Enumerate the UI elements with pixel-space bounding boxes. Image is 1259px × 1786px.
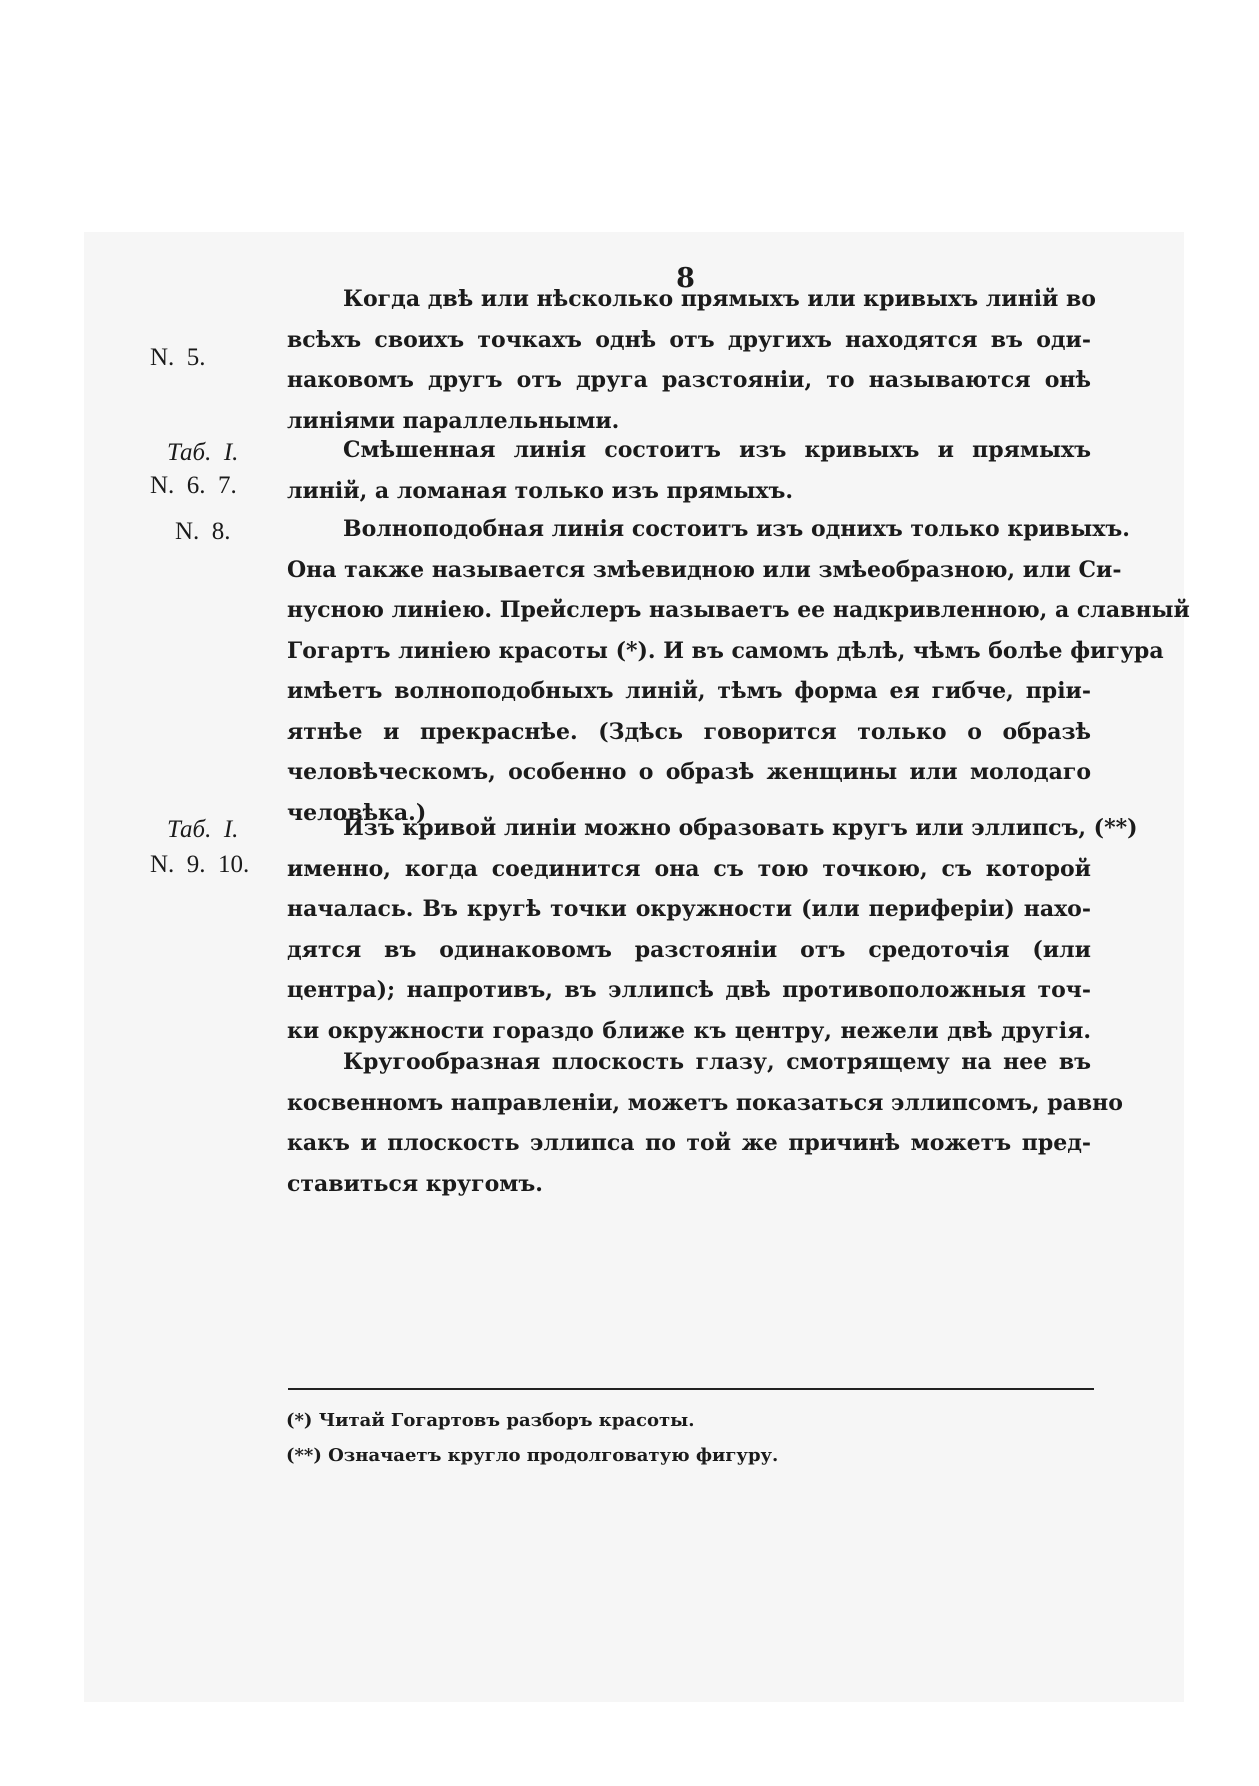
text-line: центра); напротивъ, въ эллипсѣ двѣ противоположныя точ- (287, 977, 1091, 1003)
margin-note-n6-7: N. 6. 7. (150, 472, 237, 499)
text-line: Когда двѣ или нѣсколько прямыхъ или кривыхъ линій во (343, 286, 1096, 312)
margin-note-tab1-b: Таб. I. (167, 816, 239, 843)
text-line: линіями параллельными. (287, 407, 620, 434)
text-line: какъ и плоскость эллипса по той же причинѣ можетъ пред- (287, 1130, 1091, 1156)
text-line: Гогартъ линіею красоты (*). И въ самомъ дѣлѣ, чѣмъ болѣе фигура (287, 637, 1164, 664)
margin-note-n5: N. 5. (150, 344, 206, 371)
footnote-2: (**) Означаетъ кругло продолговатую фигуру. (286, 1445, 779, 1466)
text-line: началась. Въ кругѣ точки окружности (или периферіи) нахо- (287, 896, 1091, 922)
margin-note-n8: N. 8. (175, 518, 231, 545)
text-line: ятнѣе и прекраснѣе. (Здѣсь говорится только о образѣ (287, 718, 1091, 745)
margin-note-tab1-a: Таб. I. (167, 439, 239, 466)
text-line: Волноподобная линія состоитъ изъ одниxъ только кривыхъ. (343, 516, 1130, 542)
footnote-1: (*) Читай Гогартовъ разборъ красоты. (286, 1410, 695, 1431)
margin-note-n9-10: N. 9. 10. (150, 851, 250, 878)
text-line: Смѣшенная линія состоитъ изъ кривыхъ и прямыхъ (343, 437, 1091, 463)
text-line: косвенномъ направленіи, можетъ показаться эллипсомъ, равно (287, 1089, 1123, 1116)
text-line: Изъ кривой линіи можно образовать кругъ или эллипсъ, (**) (343, 815, 1138, 841)
paragraph-parallel-lines (287, 279, 1096, 441)
text-line: человѣческомъ, особенно о образѣ женщины или молодаго (287, 759, 1091, 785)
paragraph-mixed-line (287, 430, 1091, 511)
page-number: 8 (676, 263, 695, 294)
text-line: Она также называется змѣевидною или змѣеобразною, или Си- (287, 556, 1122, 583)
text-line: ки окружности гораздо ближе къ центру, нежели двѣ другія. (287, 1017, 1091, 1044)
footnote-divider (288, 1388, 1094, 1390)
paragraph-circle-ellipse (287, 808, 1138, 1051)
paragraph-circular-plane (287, 1042, 1123, 1204)
text-line: дятся въ одинаковомъ разстояніи отъ средоточія (или (287, 936, 1091, 963)
text-line: линій, а ломаная только изъ прямыхъ. (287, 477, 794, 504)
text-line: Кругообразная плоскость глазу, смотрящему на нее въ (343, 1049, 1091, 1075)
text-line: человѣка.) (287, 799, 427, 826)
paragraph-wavy-line (287, 509, 1190, 833)
text-line: нусною линіею. Прейслеръ называетъ ее надкривленною, а славный (287, 597, 1190, 623)
text-line: всѣхъ своихъ точкахъ однѣ отъ другихъ находятся въ оди- (287, 326, 1091, 353)
text-line: имѣетъ волноподобныхъ линій, тѣмъ форма ея гибче, пріи- (287, 678, 1091, 704)
text-line: ставиться кругомъ. (287, 1170, 543, 1197)
text-line: именно, когда соединится она съ тою точкою, съ которой (287, 855, 1091, 882)
text-line: наковомъ другъ отъ друга разстояніи, то называются онѣ (287, 367, 1091, 393)
